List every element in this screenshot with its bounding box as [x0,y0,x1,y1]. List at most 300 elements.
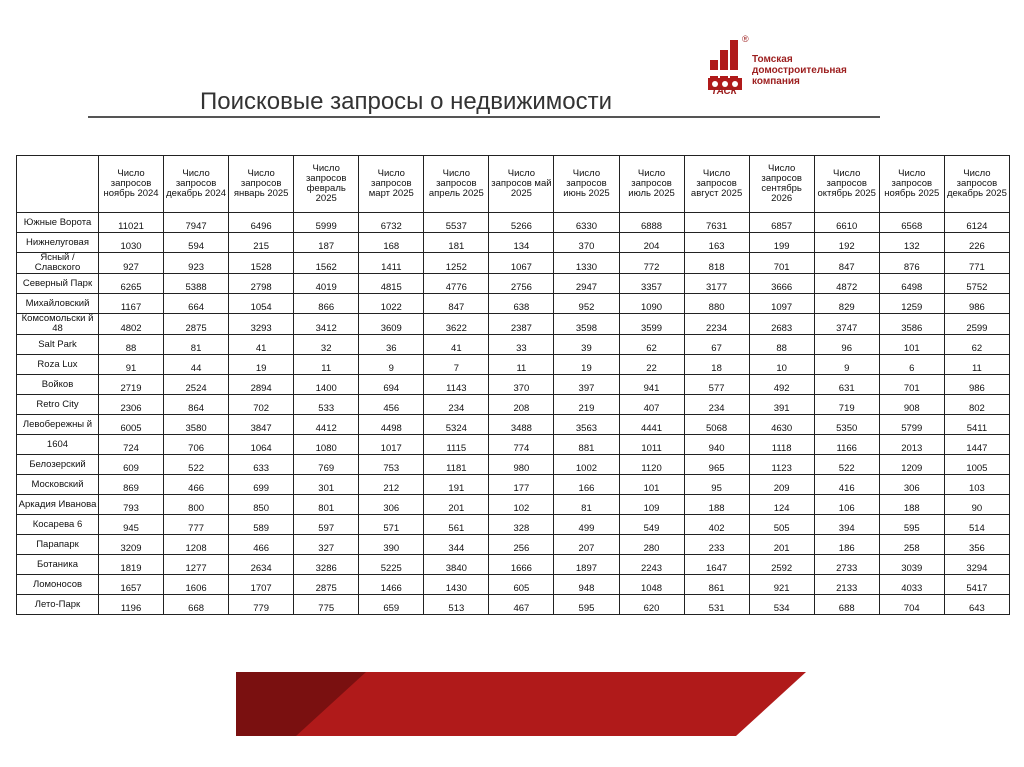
value-cell: 638 [489,294,554,314]
value-cell: 9 [814,355,879,375]
value-cell: 327 [294,535,359,555]
value-cell: 952 [554,294,619,314]
value-cell: 101 [879,335,944,355]
value-cell: 390 [359,535,424,555]
table-row [17,213,1010,233]
row-name-cell: Московский [17,475,99,495]
value-cell: 965 [684,455,749,475]
value-cell: 706 [164,435,229,455]
table-row [17,274,1010,294]
value-cell: 5417 [944,575,1009,595]
table-row [17,435,1010,455]
value-cell: 2798 [229,274,294,294]
value-cell: 664 [164,294,229,314]
header-cell: Число запросов ноябрь 2024 [99,156,164,213]
value-cell: 370 [554,233,619,253]
value-cell: 204 [619,233,684,253]
value-cell: 561 [424,515,489,535]
value-cell: 188 [684,495,749,515]
value-cell: 6857 [749,213,814,233]
value-cell: 1209 [879,455,944,475]
value-cell: 3488 [489,415,554,435]
header-cell: Число запросов август 2025 [684,156,749,213]
value-cell: 4441 [619,415,684,435]
value-cell: 694 [359,375,424,395]
value-cell: 769 [294,455,359,475]
value-cell: 1064 [229,435,294,455]
value-cell: 219 [554,395,619,415]
value-cell: 1011 [619,435,684,455]
table-row [17,475,1010,495]
value-cell: 3293 [229,314,294,335]
header-cell: Число запросов июнь 2025 [554,156,619,213]
value-cell: 779 [229,595,294,615]
value-cell: 513 [424,595,489,615]
value-cell: 1430 [424,575,489,595]
value-cell: 1017 [359,435,424,455]
value-cell: 1118 [749,435,814,455]
value-cell: 102 [489,495,554,515]
value-cell: 1048 [619,575,684,595]
value-cell: 533 [294,395,359,415]
value-cell: 699 [229,475,294,495]
header-cell-empty [17,156,99,213]
value-cell: 980 [489,455,554,475]
value-cell: 3177 [684,274,749,294]
value-cell: 793 [99,495,164,515]
value-cell: 2634 [229,555,294,575]
header-cell: Число запросов март 2025 [359,156,424,213]
value-cell: 609 [99,455,164,475]
value-cell: 1606 [164,575,229,595]
value-cell: 643 [944,595,1009,615]
value-cell: 5537 [424,213,489,233]
value-cell: 2683 [749,314,814,335]
value-cell: 187 [294,233,359,253]
value-cell: 861 [684,575,749,595]
value-cell: 948 [554,575,619,595]
value-cell: 5266 [489,213,554,233]
row-name-cell: Южные Ворота [17,213,99,233]
value-cell: 688 [814,595,879,615]
value-cell: 1030 [99,233,164,253]
value-cell: 941 [619,375,684,395]
value-cell: 1080 [294,435,359,455]
value-cell: 215 [229,233,294,253]
value-cell: 3563 [554,415,619,435]
value-cell: 36 [359,335,424,355]
value-cell: 753 [359,455,424,475]
value-cell: 724 [99,435,164,455]
row-name-cell: Ясный / Славского [17,253,99,274]
value-cell: 1411 [359,253,424,274]
value-cell: 659 [359,595,424,615]
value-cell: 19 [554,355,619,375]
value-cell: 394 [814,515,879,535]
table-row [17,455,1010,475]
logo-company-name: Томская домостроительная компания [752,54,847,87]
value-cell: 589 [229,515,294,535]
row-name-cell: Северный Парк [17,274,99,294]
value-cell: 6888 [619,213,684,233]
value-cell: 531 [684,595,749,615]
value-cell: 212 [359,475,424,495]
value-cell: 208 [489,395,554,415]
value-cell: 880 [684,294,749,314]
value-cell: 10 [749,355,814,375]
value-cell: 370 [489,375,554,395]
value-cell: 132 [879,233,944,253]
value-cell: 201 [424,495,489,515]
value-cell: 802 [944,395,1009,415]
value-cell: 577 [684,375,749,395]
value-cell: 772 [619,253,684,274]
row-name-cell: 1604 [17,435,99,455]
value-cell: 847 [814,253,879,274]
value-cell: 869 [99,475,164,495]
value-cell: 103 [944,475,1009,495]
row-name-cell: Аркадия Иванова [17,495,99,515]
value-cell: 1252 [424,253,489,274]
value-cell: 1666 [489,555,554,575]
row-name-cell: Комсомольски й 48 [17,314,99,335]
value-cell: 3286 [294,555,359,575]
value-cell: 818 [684,253,749,274]
value-cell: 1447 [944,435,1009,455]
value-cell: 39 [554,335,619,355]
value-cell: 90 [944,495,1009,515]
value-cell: 188 [879,495,944,515]
row-name-cell: Retro City [17,395,99,415]
table-row [17,375,1010,395]
value-cell: 5225 [359,555,424,575]
value-cell: 775 [294,595,359,615]
value-cell: 1528 [229,253,294,274]
value-cell: 466 [164,475,229,495]
value-cell: 1330 [554,253,619,274]
value-cell: 2875 [164,314,229,335]
value-cell: 106 [814,495,879,515]
table-row [17,535,1010,555]
value-cell: 192 [814,233,879,253]
value-cell: 344 [424,535,489,555]
value-cell: 199 [749,233,814,253]
value-cell: 864 [164,395,229,415]
value-cell: 595 [554,595,619,615]
value-cell: 18 [684,355,749,375]
value-cell: 467 [489,595,554,615]
value-cell: 44 [164,355,229,375]
value-cell: 168 [359,233,424,253]
value-cell: 81 [554,495,619,515]
value-cell: 41 [424,335,489,355]
value-cell: 505 [749,515,814,535]
value-cell: 850 [229,495,294,515]
value-cell: 6265 [99,274,164,294]
value-cell: 6 [879,355,944,375]
table-row [17,595,1010,615]
value-cell: 2947 [554,274,619,294]
value-cell: 234 [424,395,489,415]
row-name-cell: Лето-Парк [17,595,99,615]
value-cell: 847 [424,294,489,314]
value-cell: 771 [944,253,1009,274]
value-cell: 4033 [879,575,944,595]
value-cell: 163 [684,233,749,253]
value-cell: 4412 [294,415,359,435]
row-name-cell: Косарева 6 [17,515,99,535]
row-name-cell: Нижнелуговая [17,233,99,253]
header-cell: Число запросов декабрь 2025 [944,156,1009,213]
value-cell: 945 [99,515,164,535]
value-cell: 2894 [229,375,294,395]
value-cell: 5999 [294,213,359,233]
value-cell: 605 [489,575,554,595]
value-cell: 719 [814,395,879,415]
header-cell: Число запросов апрель 2025 [424,156,489,213]
value-cell: 620 [619,595,684,615]
value-cell: 407 [619,395,684,415]
value-cell: 41 [229,335,294,355]
search-queries-table [16,155,1010,615]
value-cell: 22 [619,355,684,375]
value-cell: 1143 [424,375,489,395]
value-cell: 3666 [749,274,814,294]
value-cell: 32 [294,335,359,355]
value-cell: 4776 [424,274,489,294]
value-cell: 11 [944,355,1009,375]
value-cell: 1647 [684,555,749,575]
value-cell: 631 [814,375,879,395]
value-cell: 6498 [879,274,944,294]
value-cell: 3039 [879,555,944,575]
value-cell: 3412 [294,314,359,335]
value-cell: 256 [489,535,554,555]
value-cell: 3599 [619,314,684,335]
value-cell: 5799 [879,415,944,435]
value-cell: 258 [879,535,944,555]
value-cell: 5388 [164,274,229,294]
value-cell: 11 [294,355,359,375]
value-cell: 1897 [554,555,619,575]
value-cell: 91 [99,355,164,375]
value-cell: 597 [294,515,359,535]
value-cell: 19 [229,355,294,375]
table-row [17,495,1010,515]
value-cell: 3586 [879,314,944,335]
value-cell: 3609 [359,314,424,335]
value-cell: 391 [749,395,814,415]
value-cell: 2234 [684,314,749,335]
value-cell: 1067 [489,253,554,274]
value-cell: 1120 [619,455,684,475]
value-cell: 4498 [359,415,424,435]
red-banner-graphic [236,672,806,736]
value-cell: 1277 [164,555,229,575]
value-cell: 201 [749,535,814,555]
value-cell: 280 [619,535,684,555]
table-row [17,555,1010,575]
table-row [17,294,1010,314]
value-cell: 88 [99,335,164,355]
value-cell: 209 [749,475,814,495]
value-cell: 522 [164,455,229,475]
value-cell: 3357 [619,274,684,294]
value-cell: 11021 [99,213,164,233]
row-name-cell: Парапарк [17,535,99,555]
value-cell: 356 [944,535,1009,555]
value-cell: 95 [684,475,749,495]
value-cell: 908 [879,395,944,415]
table-row [17,233,1010,253]
value-cell: 549 [619,515,684,535]
value-cell: 3847 [229,415,294,435]
value-cell: 11 [489,355,554,375]
value-cell: 1002 [554,455,619,475]
row-name-cell: Roza Lux [17,355,99,375]
value-cell: 6330 [554,213,619,233]
value-cell: 5411 [944,415,1009,435]
value-cell: 6610 [814,213,879,233]
header-cell: Число запросов ноябрь 2025 [879,156,944,213]
value-cell: 81 [164,335,229,355]
value-cell: 166 [554,475,619,495]
value-cell: 6005 [99,415,164,435]
value-cell: 1657 [99,575,164,595]
value-cell: 2243 [619,555,684,575]
value-cell: 927 [99,253,164,274]
header-cell: Число запросов октябрь 2025 [814,156,879,213]
value-cell: 5350 [814,415,879,435]
value-cell: 3294 [944,555,1009,575]
value-cell: 124 [749,495,814,515]
row-name-cell: Войков [17,375,99,395]
value-cell: 328 [489,515,554,535]
value-cell: 3598 [554,314,619,335]
value-cell: 801 [294,495,359,515]
value-cell: 923 [164,253,229,274]
value-cell: 5752 [944,274,1009,294]
value-cell: 234 [684,395,749,415]
value-cell: 2599 [944,314,1009,335]
value-cell: 4872 [814,274,879,294]
table-row [17,575,1010,595]
value-cell: 1166 [814,435,879,455]
value-cell: 4019 [294,274,359,294]
value-cell: 774 [489,435,554,455]
value-cell: 181 [424,233,489,253]
value-cell: 1466 [359,575,424,595]
table-row [17,253,1010,274]
value-cell: 301 [294,475,359,495]
value-cell: 2387 [489,314,554,335]
value-cell: 571 [359,515,424,535]
value-cell: 6568 [879,213,944,233]
value-cell: 7 [424,355,489,375]
value-cell: 4630 [749,415,814,435]
value-cell: 1562 [294,253,359,274]
value-cell: 866 [294,294,359,314]
table-header-row [17,156,1010,213]
value-cell: 1819 [99,555,164,575]
value-cell: 1400 [294,375,359,395]
value-cell: 881 [554,435,619,455]
value-cell: 62 [619,335,684,355]
value-cell: 9 [359,355,424,375]
logo-registered-mark: ® [742,34,749,44]
value-cell: 7947 [164,213,229,233]
table-row [17,335,1010,355]
value-cell: 4815 [359,274,424,294]
value-cell: 1005 [944,455,1009,475]
value-cell: 416 [814,475,879,495]
value-cell: 668 [164,595,229,615]
value-cell: 3209 [99,535,164,555]
value-cell: 1208 [164,535,229,555]
table-row [17,355,1010,375]
value-cell: 702 [229,395,294,415]
logo-abbreviation: ТАСК [711,86,737,97]
value-cell: 2133 [814,575,879,595]
value-cell: 2733 [814,555,879,575]
value-cell: 233 [684,535,749,555]
value-cell: 6496 [229,213,294,233]
value-cell: 986 [944,294,1009,314]
value-cell: 67 [684,335,749,355]
value-cell: 402 [684,515,749,535]
value-cell: 1196 [99,595,164,615]
header-cell: Число запросов сентябрь 2026 [749,156,814,213]
value-cell: 306 [879,475,944,495]
value-cell: 7631 [684,213,749,233]
value-cell: 134 [489,233,554,253]
value-cell: 1181 [424,455,489,475]
value-cell: 595 [879,515,944,535]
value-cell: 5324 [424,415,489,435]
value-cell: 109 [619,495,684,515]
header-cell: Число запросов май 2025 [489,156,554,213]
title-divider [88,116,880,118]
value-cell: 191 [424,475,489,495]
value-cell: 1167 [99,294,164,314]
header-cell: Число запросов январь 2025 [229,156,294,213]
row-name-cell: Белозерский [17,455,99,475]
header-cell: Число запросов февраль 2025 [294,156,359,213]
value-cell: 940 [684,435,749,455]
value-cell: 1123 [749,455,814,475]
value-cell: 921 [749,575,814,595]
value-cell: 5068 [684,415,749,435]
value-cell: 456 [359,395,424,415]
value-cell: 594 [164,233,229,253]
table-row [17,395,1010,415]
value-cell: 2875 [294,575,359,595]
value-cell: 1115 [424,435,489,455]
value-cell: 829 [814,294,879,314]
value-cell: 186 [814,535,879,555]
header-cell: Число запросов декабрь 2024 [164,156,229,213]
value-cell: 96 [814,335,879,355]
value-cell: 514 [944,515,1009,535]
value-cell: 4802 [99,314,164,335]
value-cell: 3580 [164,415,229,435]
value-cell: 33 [489,335,554,355]
row-name-cell: Ломоносов [17,575,99,595]
value-cell: 177 [489,475,554,495]
slide-title: Поисковые запросы о недвижимости [200,88,613,115]
value-cell: 777 [164,515,229,535]
value-cell: 3747 [814,314,879,335]
